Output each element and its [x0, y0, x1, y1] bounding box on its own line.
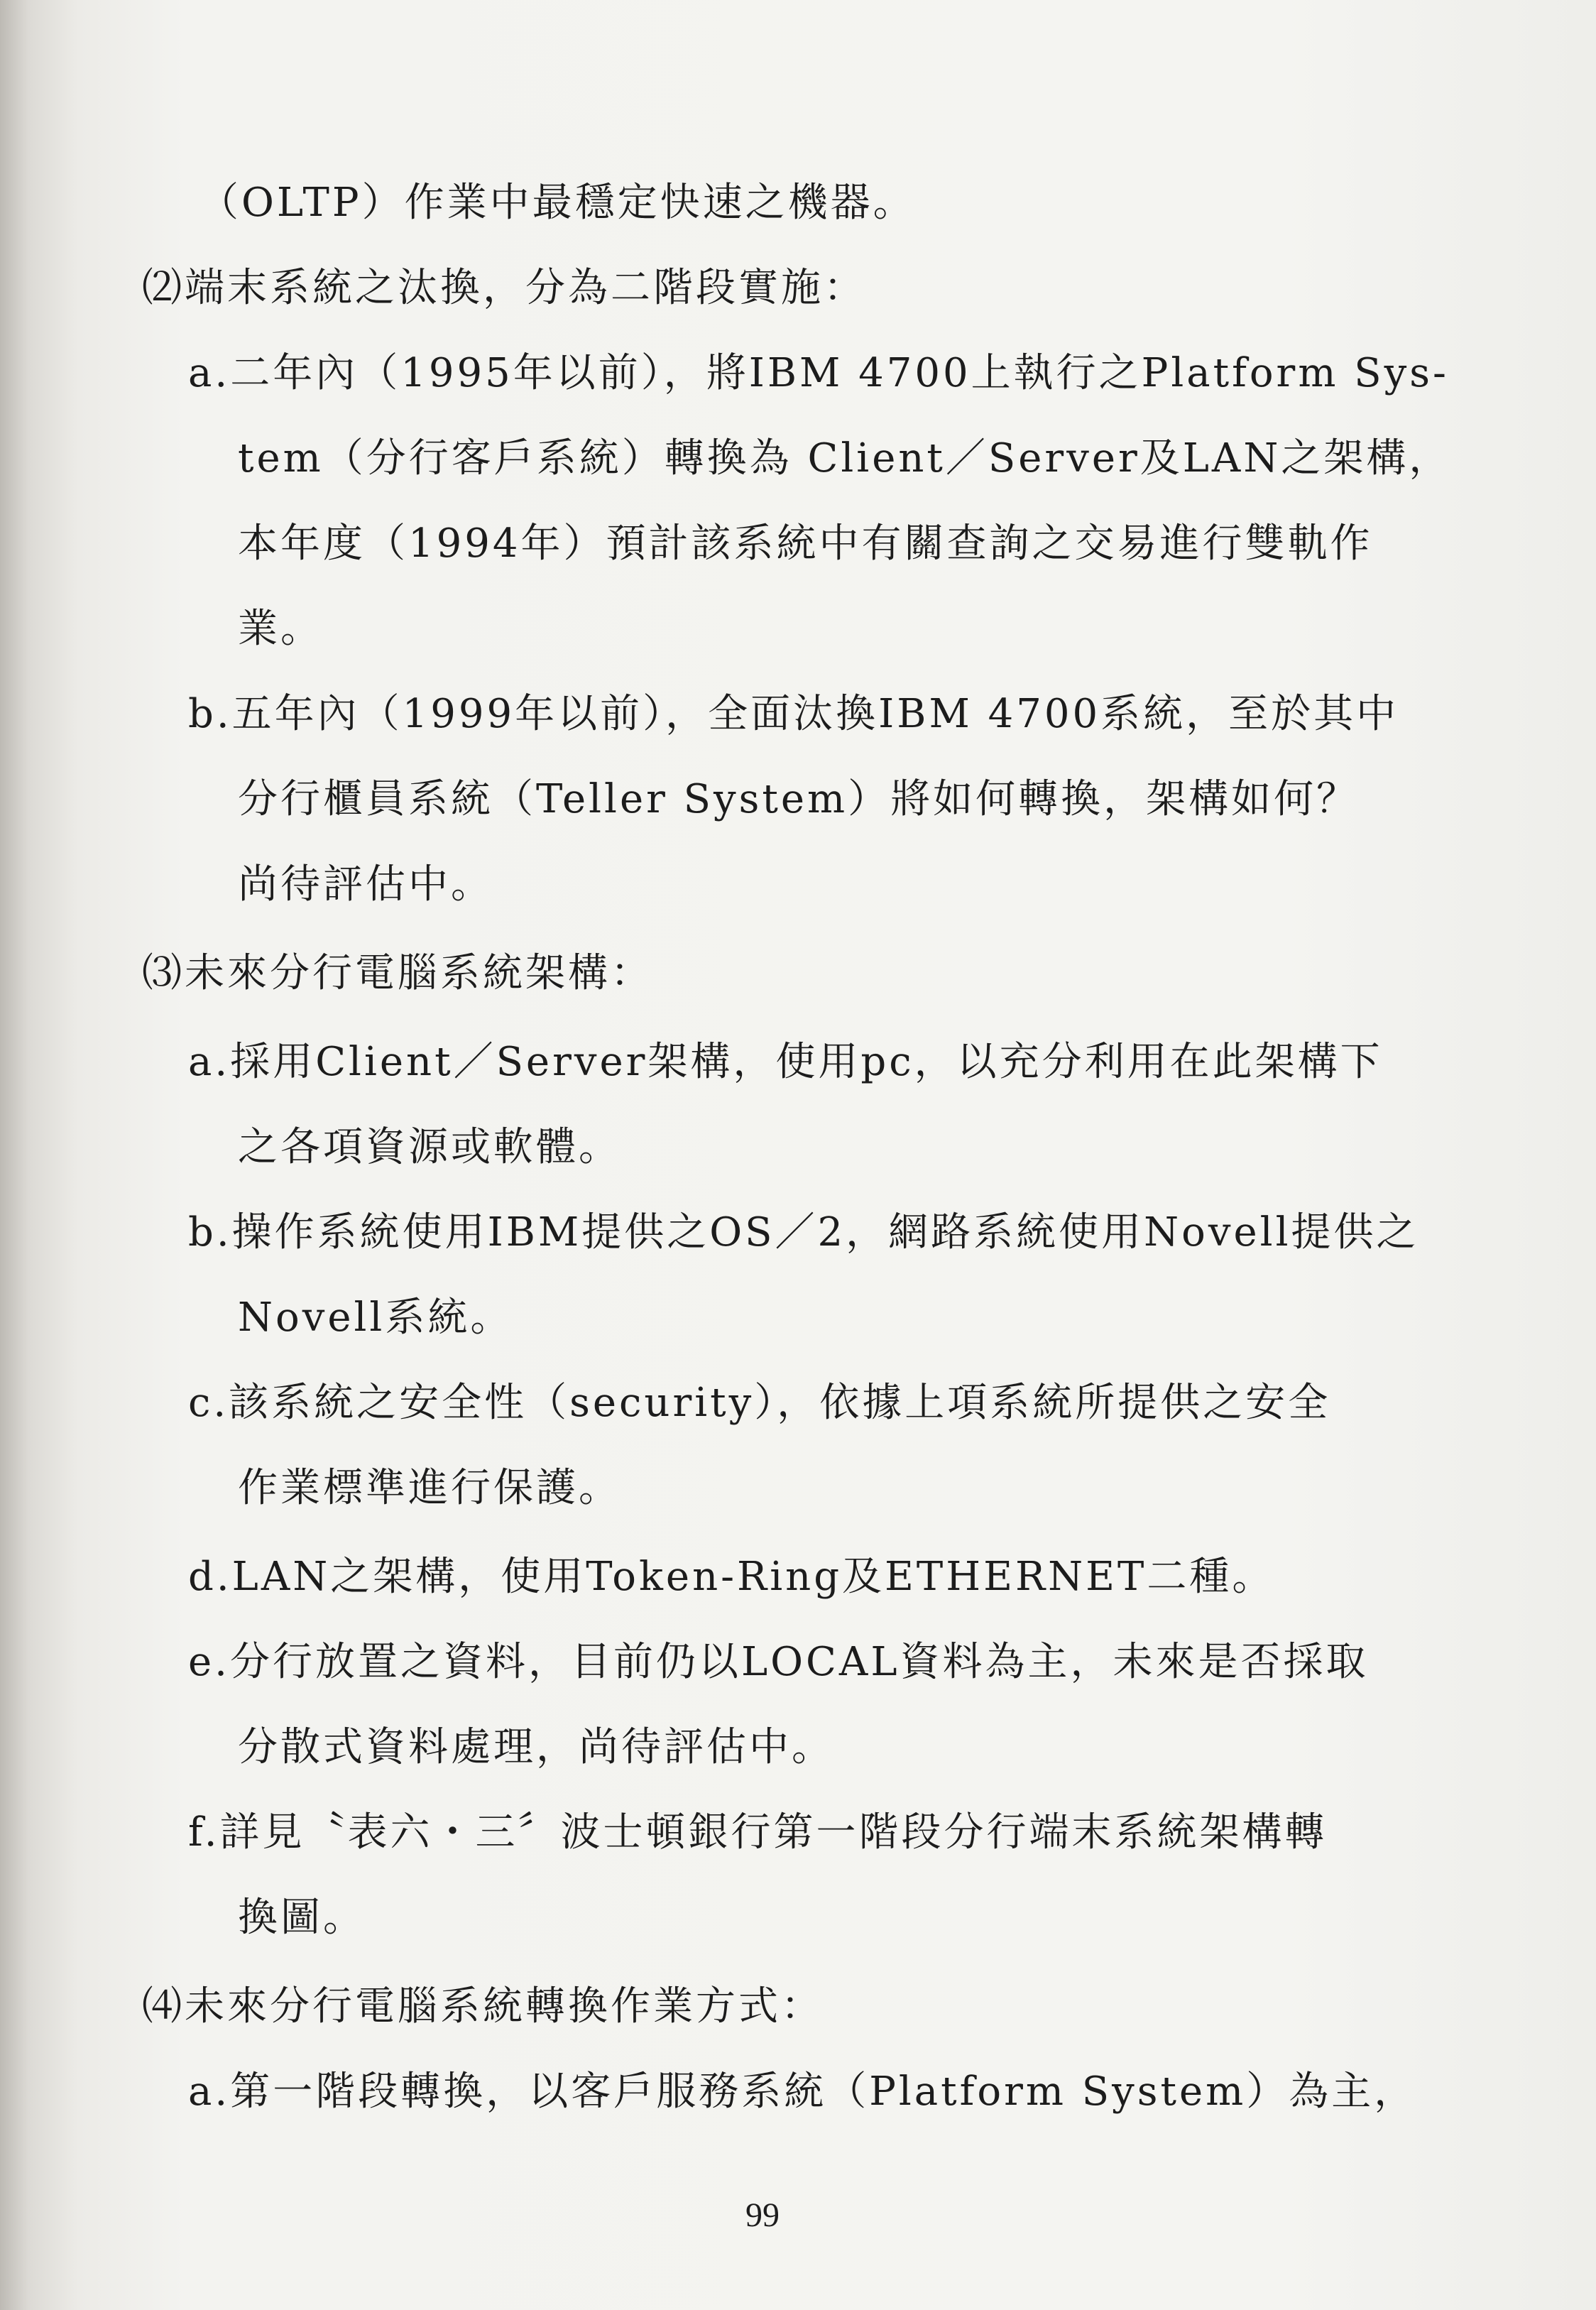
text-line-15: c.該系統之安全性（security），依據上項系統所提供之安全 — [188, 1380, 1331, 1426]
text-line-17: d.LAN之架構，使用Token-Ring及ETHERNET二種。 — [188, 1554, 1275, 1600]
text-line-6: 業。 — [238, 606, 323, 652]
text-line-14: Novell系統。 — [238, 1295, 513, 1341]
text-line-3: a.二年內（1995年以前），將IBM 4700上執行之Platform Sys- — [188, 350, 1449, 396]
text-line-22: ⑷未來分行電腦系統轉換作業方式： — [142, 1983, 824, 2030]
text-line-23: a.第一階段轉換，以客戶服務系統（Platform System）為主， — [188, 2069, 1417, 2115]
text-line-13: b.操作系統使用IBM提供之OS／2，網路系統使用Novell提供之 — [188, 1209, 1419, 1255]
text-line-16: 作業標準進行保護。 — [238, 1465, 621, 1511]
text-line-2: ⑵端末系統之汰換，分為二階段實施： — [142, 265, 866, 311]
text-line-4: tem（分行客戶系統）轉換為 Client／Server及LAN之架構， — [238, 435, 1452, 481]
page-number: 99 — [745, 2196, 780, 2234]
text-line-5: 本年度（1994年）預計該系統中有關查詢之交易進行雙軌作 — [238, 521, 1373, 567]
text-line-12: 之各項資源或軟體。 — [238, 1124, 621, 1170]
text-line-21: 換圖。 — [238, 1895, 366, 1941]
text-line-9: 尚待評估中。 — [238, 861, 493, 908]
text-line-1: （OLTP）作業中最穩定快速之機器。 — [199, 180, 916, 226]
text-line-10: ⑶未來分行電腦系統架構： — [142, 950, 653, 996]
text-line-8: 分行櫃員系統（Teller System）將如何轉換，架構如何？ — [238, 776, 1360, 822]
text-line-20: f.詳見〝表六・三〞波士頓銀行第一階段分行端末系統架構轉 — [188, 1809, 1328, 1856]
text-line-11: a.採用Client／Server架構，使用pc，以充分利用在此架構下 — [188, 1039, 1383, 1085]
text-line-19: 分散式資料處理，尚待評估中。 — [238, 1724, 834, 1770]
text-line-18: e.分行放置之資料，目前仍以LOCAL資料為主，未來是否採取 — [188, 1639, 1369, 1685]
text-line-7: b.五年內（1999年以前），全面汰換IBM 4700系統，至於其中 — [188, 691, 1399, 737]
